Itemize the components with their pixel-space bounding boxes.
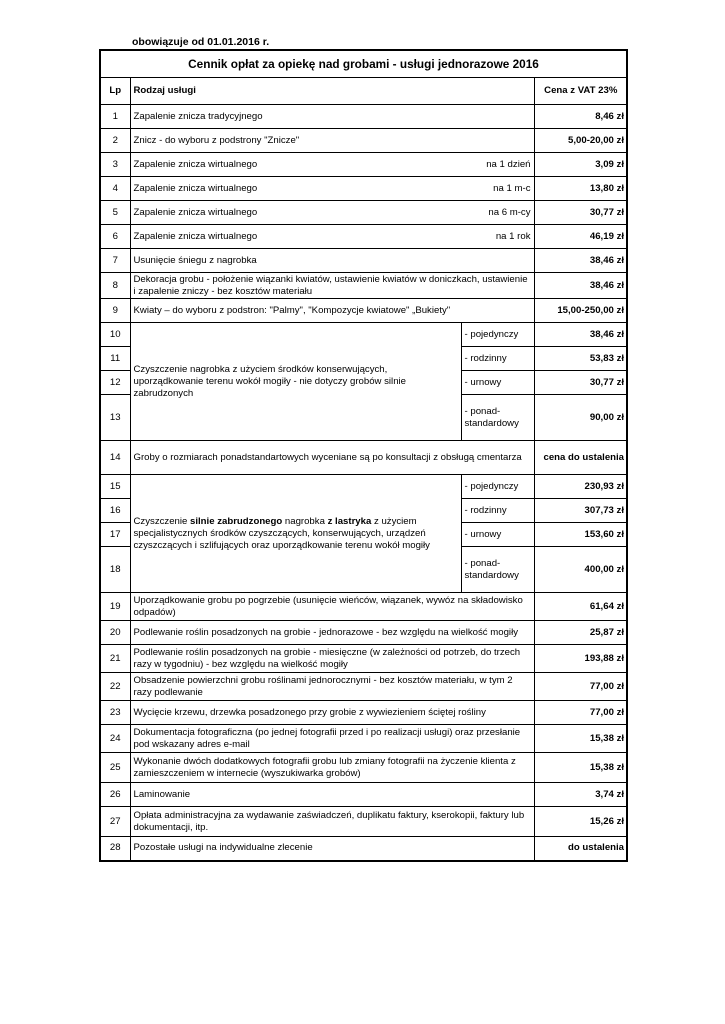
row-price: 15,00-250,00 zł bbox=[534, 299, 627, 323]
row-lp: 23 bbox=[100, 701, 130, 725]
row-price: 3,74 zł bbox=[534, 783, 627, 807]
service-text-part: z użyciem specjalistycznych środków czyszczących, konserwujących, urządzeń czyszczących i szlifujących oraz uporządkowanie terenu wokół mogiły bbox=[133, 515, 430, 551]
row-lp: 4 bbox=[100, 177, 130, 201]
group-service: Czyszczenie nagrobka z użyciem środków konserwujących, uporządkowanie terenu wokół mogiły - nie dotyczy grobów silnie zabrudzonych bbox=[130, 323, 461, 441]
table-row bbox=[100, 249, 627, 273]
row-lp: 22 bbox=[100, 673, 130, 701]
row-lp: 9 bbox=[100, 299, 130, 323]
row-lp: 19 bbox=[100, 593, 130, 621]
row-unit: na 1 dzień bbox=[461, 153, 534, 177]
row-lp: 6 bbox=[100, 225, 130, 249]
row-variant: - rodzinny bbox=[461, 347, 534, 371]
row-unit: na 1 m-c bbox=[461, 177, 534, 201]
row-variant: - urnowy bbox=[461, 523, 534, 547]
row-service: Zapalenie znicza wirtualnego bbox=[130, 201, 461, 225]
valid-from-note: obowiązuje od 01.01.2016 r. bbox=[132, 36, 270, 48]
table-header-row bbox=[100, 78, 627, 105]
row-price: 15,38 zł bbox=[534, 753, 627, 783]
table-row bbox=[100, 475, 627, 499]
row-price: 90,00 zł bbox=[534, 395, 627, 441]
table-title: Cennik opłat za opiekę nad grobami - usługi jednorazowe 2016 bbox=[100, 50, 627, 78]
row-lp: 14 bbox=[100, 441, 130, 475]
row-lp: 15 bbox=[100, 475, 130, 499]
row-price: 153,60 zł bbox=[534, 523, 627, 547]
table-row bbox=[100, 673, 627, 701]
row-lp: 8 bbox=[100, 273, 130, 299]
row-lp: 7 bbox=[100, 249, 130, 273]
row-lp: 21 bbox=[100, 645, 130, 673]
row-service: Wycięcie krzewu, drzewka posadzonego przy grobie z wywiezieniem ściętej rośliny bbox=[130, 701, 534, 725]
row-price: 61,64 zł bbox=[534, 593, 627, 621]
row-lp: 26 bbox=[100, 783, 130, 807]
table-row bbox=[100, 753, 627, 783]
table-row bbox=[100, 225, 627, 249]
row-price: 13,80 zł bbox=[534, 177, 627, 201]
row-service: Uporządkowanie grobu po pogrzebie (usunięcie wieńców, wiązanek, wywóz na składowisko odpadów) bbox=[130, 593, 534, 621]
service-text-part: z lastryka bbox=[327, 515, 372, 527]
table-row bbox=[100, 323, 627, 347]
row-service: Laminowanie bbox=[130, 783, 534, 807]
table-row bbox=[100, 593, 627, 621]
header-lp: Lp bbox=[100, 78, 130, 105]
row-service: Groby o rozmiarach ponadstandartowych wyceniane są po konsultacji z obsługą cmentarza bbox=[130, 441, 534, 475]
row-lp: 16 bbox=[100, 499, 130, 523]
row-variant: - rodzinny bbox=[461, 499, 534, 523]
table-row bbox=[100, 129, 627, 153]
group-service bbox=[130, 475, 461, 593]
table-row bbox=[100, 299, 627, 323]
row-lp: 11 bbox=[100, 347, 130, 371]
row-price: 193,88 zł bbox=[534, 645, 627, 673]
row-price: 53,83 zł bbox=[534, 347, 627, 371]
table-row bbox=[100, 701, 627, 725]
row-service: Podlewanie roślin posadzonych na grobie - jednorazowe - bez względu na wielkość mogiły bbox=[130, 621, 534, 645]
row-variant: - pojedynczy bbox=[461, 323, 534, 347]
row-lp: 10 bbox=[100, 323, 130, 347]
row-price: do ustalenia bbox=[534, 837, 627, 861]
row-lp: 27 bbox=[100, 807, 130, 837]
row-lp: 5 bbox=[100, 201, 130, 225]
table-row bbox=[100, 201, 627, 225]
row-price: 5,00-20,00 zł bbox=[534, 129, 627, 153]
table-row bbox=[100, 725, 627, 753]
row-price: 30,77 zł bbox=[534, 371, 627, 395]
row-service: Znicz - do wyboru z podstrony "Znicze" bbox=[130, 129, 534, 153]
table-title-row bbox=[100, 50, 627, 78]
row-service: Zapalenie znicza tradycyjnego bbox=[130, 105, 534, 129]
price-table bbox=[99, 49, 628, 862]
table-row bbox=[100, 105, 627, 129]
row-lp: 28 bbox=[100, 837, 130, 861]
row-lp: 1 bbox=[100, 105, 130, 129]
row-unit: na 1 rok bbox=[461, 225, 534, 249]
row-price: 25,87 zł bbox=[534, 621, 627, 645]
row-price: 77,00 zł bbox=[534, 701, 627, 725]
row-price: 38,46 zł bbox=[534, 273, 627, 299]
row-service: Zapalenie znicza wirtualnego bbox=[130, 177, 461, 201]
row-service: Dekoracja grobu - położenie wiązanki kwiatów, ustawienie kwiatów w doniczkach, ustawienie i zapalenie zniczy - bez kosztów materiału bbox=[130, 273, 534, 299]
table-row bbox=[100, 645, 627, 673]
row-service: Pozostałe usługi na indywidualne zlecenie bbox=[130, 837, 534, 861]
row-service: Dokumentacja fotograficzna (po jednej fotografii przed i po realizacji usługi) oraz przesłanie pod wskazany adres e-mail bbox=[130, 725, 534, 753]
row-price: cena do ustalenia bbox=[534, 441, 627, 475]
row-variant: - ponad-standardowy bbox=[461, 547, 534, 593]
row-variant: - ponad-standardowy bbox=[461, 395, 534, 441]
row-lp: 20 bbox=[100, 621, 130, 645]
row-service: Obsadzenie powierzchni grobu roślinami jednorocznymi - bez kosztów materiału, w tym 2 razy podlewanie bbox=[130, 673, 534, 701]
row-service: Zapalenie znicza wirtualnego bbox=[130, 153, 461, 177]
row-service: Wykonanie dwóch dodatkowych fotografii grobu lub zmiany fotografii na życzenie klienta z zamieszczeniem w internecie (wyszukiwarka grobów) bbox=[130, 753, 534, 783]
row-service: Opłata administracyjna za wydawanie zaświadczeń, duplikatu faktury, kserokopii, faktury lub dokumentacji, itp. bbox=[130, 807, 534, 837]
row-lp: 12 bbox=[100, 371, 130, 395]
row-lp: 2 bbox=[100, 129, 130, 153]
row-variant: - pojedynczy bbox=[461, 475, 534, 499]
table-row bbox=[100, 807, 627, 837]
row-price: 46,19 zł bbox=[534, 225, 627, 249]
table-row bbox=[100, 837, 627, 861]
row-price: 3,09 zł bbox=[534, 153, 627, 177]
row-price: 8,46 zł bbox=[534, 105, 627, 129]
row-service: Kwiaty – do wyboru z podstron: "Palmy", "Kompozycje kwiatowe" „Bukiety" bbox=[130, 299, 534, 323]
row-lp: 25 bbox=[100, 753, 130, 783]
row-price: 15,26 zł bbox=[534, 807, 627, 837]
row-price: 30,77 zł bbox=[534, 201, 627, 225]
row-service: Zapalenie znicza wirtualnego bbox=[130, 225, 461, 249]
table-row bbox=[100, 783, 627, 807]
row-lp: 24 bbox=[100, 725, 130, 753]
service-text-part: nagrobka bbox=[282, 515, 328, 527]
row-price: 38,46 zł bbox=[534, 323, 627, 347]
table-row bbox=[100, 153, 627, 177]
row-price: 38,46 zł bbox=[534, 249, 627, 273]
service-text-part: silnie zabrudzonego bbox=[190, 515, 283, 527]
table-row bbox=[100, 441, 627, 475]
row-lp: 17 bbox=[100, 523, 130, 547]
row-price: 15,38 zł bbox=[534, 725, 627, 753]
row-lp: 13 bbox=[100, 395, 130, 441]
table-row bbox=[100, 177, 627, 201]
header-price: Cena z VAT 23% bbox=[534, 78, 627, 105]
row-lp: 18 bbox=[100, 547, 130, 593]
row-variant: - urnowy bbox=[461, 371, 534, 395]
row-service: Podlewanie roślin posadzonych na grobie - miesięczne (w zależności od potrzeb, do trzech razy w tygodniu) - bez względu na wielkość mogiły bbox=[130, 645, 534, 673]
row-lp: 3 bbox=[100, 153, 130, 177]
header-service: Rodzaj usługi bbox=[130, 78, 534, 105]
row-price: 400,00 zł bbox=[534, 547, 627, 593]
service-text-part: Czyszczenie bbox=[133, 515, 191, 527]
row-price: 307,73 zł bbox=[534, 499, 627, 523]
row-price: 77,00 zł bbox=[534, 673, 627, 701]
row-price: 230,93 zł bbox=[534, 475, 627, 499]
row-service: Usunięcie śniegu z nagrobka bbox=[130, 249, 534, 273]
row-unit: na 6 m-cy bbox=[461, 201, 534, 225]
table-row bbox=[100, 621, 627, 645]
table-row bbox=[100, 273, 627, 299]
